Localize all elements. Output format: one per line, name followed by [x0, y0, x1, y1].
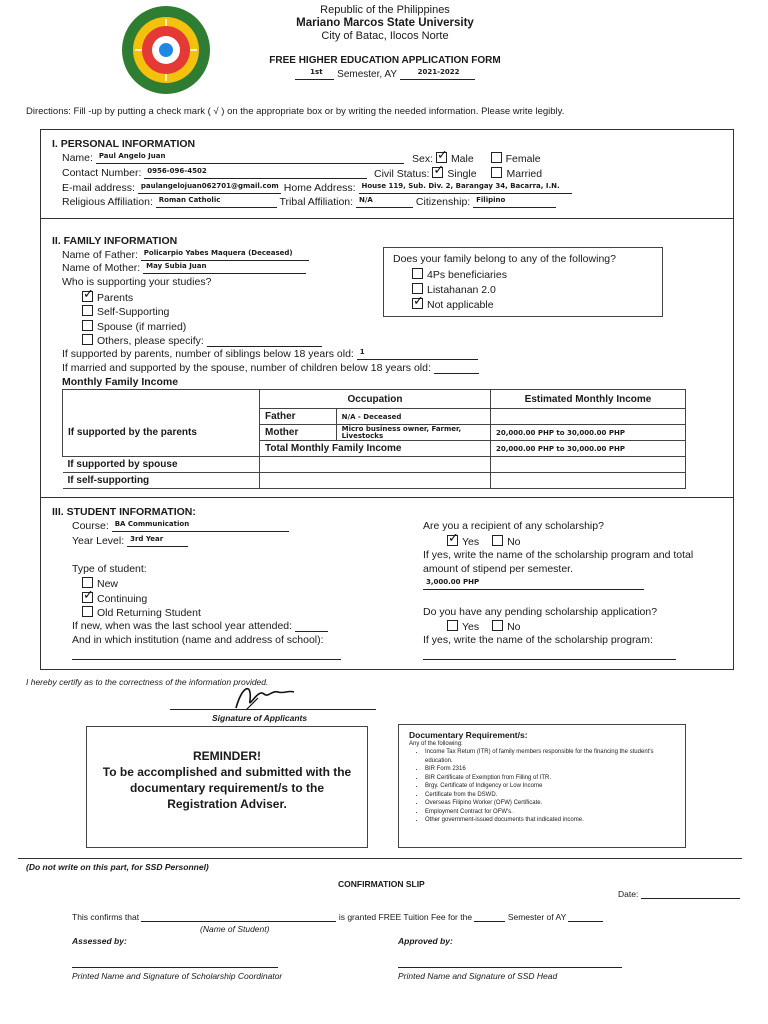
slip-title: CONFIRMATION SLIP: [338, 879, 425, 889]
name-caption: (Name of Student): [200, 924, 270, 934]
reminder-title: REMINDER!: [193, 749, 261, 763]
home-address-field[interactable]: House 119, Sub. Div. 2, Barangay 34, Bacarra, I.N.: [359, 182, 572, 194]
confirm-text-c: Semester of AY: [507, 912, 567, 922]
father-name-field[interactable]: Policarpio Yabes Maquera (Deceased): [141, 249, 309, 261]
mother-name-field[interactable]: May Subia Juan: [143, 262, 306, 274]
income-table: [62, 389, 686, 489]
spouse-checkbox[interactable]: [82, 320, 93, 331]
reminder-line3: Registration Adviser.: [167, 797, 287, 811]
year-field[interactable]: 3rd Year: [127, 535, 188, 547]
total-income-value[interactable]: 20,000.00 PHP to 30,000.00 PHP: [491, 441, 686, 457]
others-checkbox[interactable]: [82, 334, 93, 345]
year-label: Year Level:: [72, 535, 125, 547]
directions: Directions: Fill -up by putting a check mark ( √ ) on the appropriate box or by writing the needed information. Please write legibly.: [26, 106, 565, 117]
requirement-item: • Employment Contract for OFW's.: [425, 808, 679, 817]
semester-label: Semester, AY: [337, 69, 397, 80]
university-seal: [120, 4, 212, 96]
scholarship-if2: amount of stipend per semester.: [423, 563, 573, 575]
group-question: Does your family belong to any of the following?: [393, 253, 616, 265]
assessed-label: Assessed by:: [72, 936, 127, 946]
sex-label: Sex:: [412, 153, 434, 165]
single-checkbox[interactable]: [432, 167, 443, 178]
requirement-item: • BIR Certificate of Exemption from Filling of ITR.: [425, 774, 679, 783]
siblings-label: If supported by parents, number of siblings below 18 years old:: [62, 348, 354, 360]
student-name-field[interactable]: [141, 912, 336, 922]
requirement-item: • BIR Form 2316: [425, 765, 679, 774]
requirement-item: • Income Tax Return (ITR) of family members responsible for the financing the student's education.: [425, 748, 679, 765]
requirements-list: [409, 748, 679, 825]
email-row: [62, 182, 572, 194]
coordinator-caption: Printed Name and Signature of Scholarship Coordinator: [72, 971, 283, 981]
ssd-head-caption: Printed Name and Signature of SSD Head: [398, 971, 558, 981]
last-year-field[interactable]: [295, 620, 328, 632]
not-applicable-checkbox[interactable]: [412, 298, 423, 309]
certify-statement: I hereby certify as to the correctness of the information provided.: [26, 677, 269, 687]
old-returning-checkbox[interactable]: [82, 606, 93, 617]
male-label: Male: [450, 153, 474, 165]
mother-label: Name of Mother:: [62, 262, 141, 274]
self-supporting-checkbox[interactable]: [82, 305, 93, 316]
slip-note: (Do not write on this part, for SSD Personnel): [26, 862, 209, 872]
continuing-label: Continuing: [97, 593, 148, 605]
listahanan-label: Listahanan 2.0: [427, 284, 496, 296]
spouse-income[interactable]: [491, 457, 686, 473]
pending-yes-label: Yes: [462, 621, 480, 633]
affiliation-row: [62, 196, 556, 208]
religion-label: Religious Affiliation:: [62, 196, 153, 208]
signature-line[interactable]: [170, 709, 376, 710]
requirement-item: • Other government-issued documents that indicated income.: [425, 816, 679, 825]
pending-no-checkbox[interactable]: [492, 620, 503, 631]
parents-label: Parents: [97, 292, 134, 304]
university-name: Mariano Marcos State University: [296, 17, 474, 29]
children-field[interactable]: [434, 362, 479, 374]
slip-divider: [18, 858, 742, 859]
course-field[interactable]: BA Communication: [112, 520, 289, 532]
others-field[interactable]: [207, 335, 322, 347]
contact-row: [62, 167, 367, 179]
family-title: II. FAMILY INFORMATION: [52, 235, 178, 247]
form-title: FREE HIGHER EDUCATION APPLICATION FORM: [269, 55, 501, 66]
name-label: Name:: [62, 152, 93, 164]
requirement-item: • Overseas Filipino Worker (OFW) Certificate.: [425, 799, 679, 808]
pending-yes-checkbox[interactable]: [447, 620, 458, 631]
requirements-subtitle: Any of the following:: [409, 741, 463, 747]
scholarship-no-checkbox[interactable]: [492, 535, 503, 546]
scholarship-no-label: No: [507, 536, 521, 548]
ssd-head-signature-line[interactable]: [398, 967, 622, 968]
email-label: E-mail address:: [62, 182, 135, 194]
father-occupation[interactable]: N/A - Deceased: [336, 409, 490, 425]
spouse-label: Spouse (if married): [97, 321, 187, 333]
republic-label: Republic of the Philippines: [320, 4, 450, 16]
new-label: New: [97, 578, 119, 590]
reminder-line1: To be accomplished and submitted with the: [102, 765, 352, 779]
self-supporting-label: Self-Supporting: [97, 306, 170, 318]
income-header: Estimated Monthly Income: [491, 390, 686, 409]
type-continuing: [82, 592, 147, 605]
group-na: [412, 298, 494, 311]
year-row: [72, 535, 188, 547]
last-year-row: [72, 620, 328, 632]
siblings-row: [62, 348, 478, 360]
type-old: [82, 606, 201, 619]
semester-field[interactable]: [474, 912, 505, 922]
support-self: [82, 305, 169, 318]
family-group-box: [383, 247, 663, 317]
mother-occupation[interactable]: Micro business owner, Farmer, Livestocks: [336, 425, 490, 441]
continuing-checkbox[interactable]: [82, 592, 93, 603]
siblings-field[interactable]: 1: [357, 348, 478, 360]
confirm-text-a: This confirms that: [72, 912, 140, 922]
requirements-title: Documentary Requirement/s:: [409, 730, 528, 740]
requirement-item: • Brgy. Certificate of Indigency or Low Income: [425, 782, 679, 791]
personal-title: I. PERSONAL INFORMATION: [52, 138, 196, 150]
scholarship-answer: [447, 535, 521, 548]
4ps-checkbox[interactable]: [412, 268, 423, 279]
scholarship-yes-label: Yes: [462, 536, 480, 548]
income-title: Monthly Family Income: [62, 376, 179, 388]
reminder-box: [86, 726, 368, 848]
semester-value[interactable]: 1st: [295, 68, 334, 80]
student-title: III. STUDENT INFORMATION:: [52, 506, 196, 518]
email-field[interactable]: paulangelojuan062701@gmail.com: [138, 182, 281, 194]
requirement-item: • Certificate from the DSWD.: [425, 791, 679, 800]
pending-no-label: No: [507, 621, 521, 633]
civil-label: Civil Status:: [374, 168, 430, 180]
scholarship-if: If yes, write the name of the scholarship program and total: [423, 549, 694, 561]
father-label: Name of Father:: [62, 249, 138, 261]
parents-checkbox[interactable]: [82, 291, 93, 302]
institution-field[interactable]: [72, 648, 341, 660]
ay-field[interactable]: [568, 912, 603, 922]
name-row: [62, 152, 404, 164]
total-income-label: Total Monthly Family Income: [260, 441, 491, 457]
support-question: Who is supporting your studies?: [62, 276, 212, 288]
requirements-box: [398, 724, 686, 848]
contact-label: Contact Number:: [62, 167, 142, 179]
mother-row-label: Mother: [260, 425, 337, 441]
support-spouse: [82, 320, 186, 333]
group-listahanan: [412, 283, 496, 296]
mother-row: [62, 262, 306, 274]
children-label: If married and supported by the spouse, number of children below 18 years old:: [62, 362, 431, 374]
semester-line: [240, 68, 530, 80]
religion-field[interactable]: Roman Catholic: [156, 196, 277, 208]
occupation-header: Occupation: [260, 390, 491, 409]
citizenship-label: Citizenship:: [415, 196, 471, 208]
pending-program-field[interactable]: [423, 648, 676, 660]
scholarship-yes-checkbox[interactable]: [447, 535, 458, 546]
pending-answer: [447, 620, 521, 633]
civil-status-row: [374, 167, 542, 180]
self-occupation[interactable]: [260, 473, 491, 489]
reminder-line2: documentary requirement/s to the: [129, 781, 325, 795]
sex-row: [412, 152, 541, 165]
married-label: Married: [506, 168, 543, 180]
female-label: Female: [505, 153, 541, 165]
contact-field[interactable]: 0956-096-4502: [144, 167, 367, 179]
date-row: [618, 889, 740, 899]
supported-spouse-label: If supported by spouse: [63, 457, 260, 473]
father-row-label: Father: [260, 409, 337, 425]
coordinator-signature-line[interactable]: [72, 967, 278, 968]
last-year-label: If new, when was the last school year attended:: [72, 620, 293, 632]
4ps-label: 4Ps beneficiaries: [427, 269, 507, 281]
signature-label: Signature of Applicants: [212, 713, 308, 723]
course-label: Course:: [72, 520, 109, 532]
date-label: Date:: [618, 889, 639, 899]
support-others: [82, 334, 322, 347]
group-4ps: [412, 268, 507, 281]
confirm-text-b: is granted FREE Tuition Fee for the: [338, 912, 473, 922]
old-returning-label: Old Returning Student: [97, 607, 201, 619]
institution-label: And in which institution (name and address of school):: [72, 634, 324, 646]
support-parents: [82, 291, 133, 304]
name-field[interactable]: Paul Angelo Juan: [96, 152, 404, 164]
pending-question: Do you have any pending scholarship application?: [423, 606, 658, 618]
children-row: [62, 362, 479, 374]
supported-parents-label: If supported by the parents: [63, 409, 260, 457]
signature-mark: [228, 680, 298, 716]
others-label: Others, please specify:: [97, 335, 204, 347]
single-label: Single: [447, 168, 477, 180]
self-income[interactable]: [491, 473, 686, 489]
citizenship-field[interactable]: Filipino: [473, 196, 556, 208]
date-field[interactable]: [641, 889, 740, 899]
type-label: Type of student:: [72, 563, 147, 575]
tribal-field[interactable]: N/A: [356, 196, 413, 208]
home-label: Home Address:: [283, 182, 356, 194]
mother-income[interactable]: 20,000.00 PHP to 30,000.00 PHP: [491, 425, 686, 441]
not-applicable-label: Not applicable: [427, 299, 494, 311]
self-supporting-row-label: If self-supporting: [63, 473, 260, 489]
confirm-row: [72, 912, 603, 922]
father-row: [62, 249, 309, 261]
married-checkbox[interactable]: [491, 167, 502, 178]
female-checkbox[interactable]: [491, 152, 502, 163]
spouse-occupation[interactable]: [260, 457, 491, 473]
pending-if: If yes, write the name of the scholarship program:: [423, 634, 653, 646]
stipend-field[interactable]: 3,000.00 PHP: [423, 578, 644, 590]
approved-label: Approved by:: [398, 936, 453, 946]
scholarship-question: Are you a recipient of any scholarship?: [423, 520, 604, 532]
course-row: [72, 520, 289, 532]
father-income[interactable]: [491, 409, 686, 425]
tribal-label: Tribal Affiliation:: [279, 196, 354, 208]
ay-value[interactable]: 2021-2022: [400, 68, 475, 80]
city-label: City of Batac, Ilocos Norte: [321, 30, 449, 42]
